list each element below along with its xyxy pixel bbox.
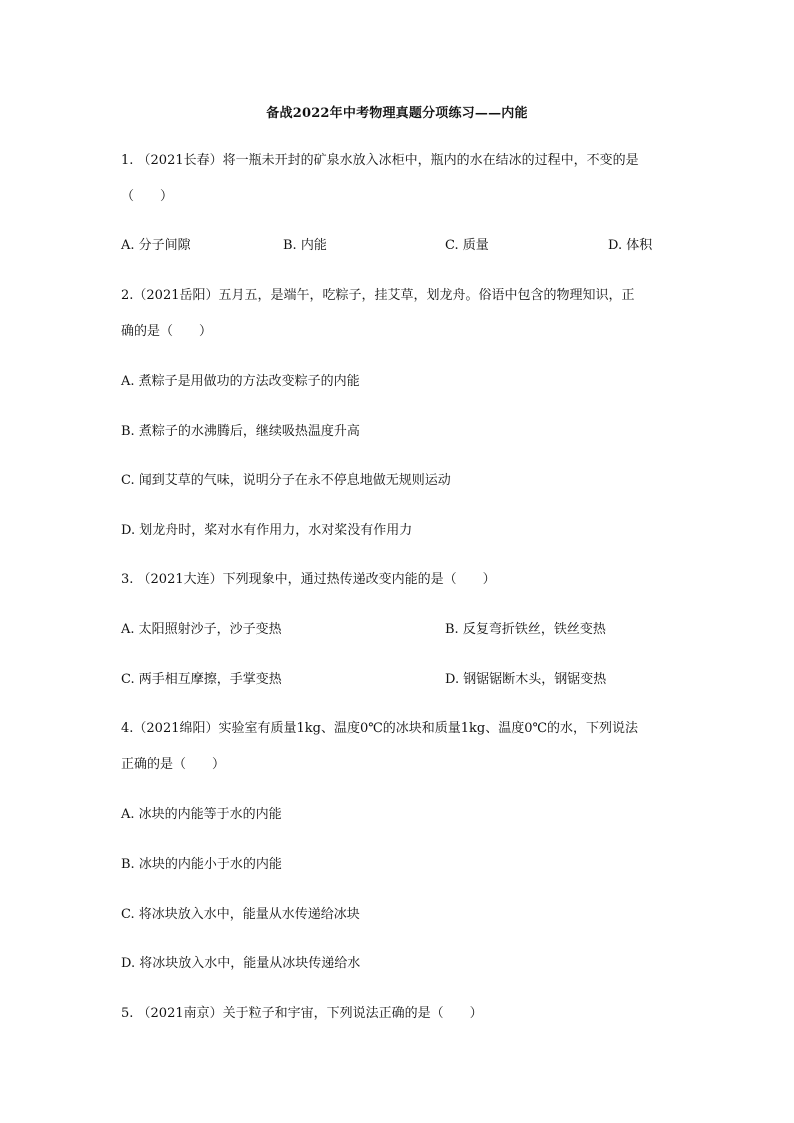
question-1-option-d: D. 体积: [608, 238, 653, 253]
question-4-stem-line-2: 正确的是（ ）: [121, 757, 226, 772]
question-2-option-d: D. 划龙舟时，桨对水有作用力，水对桨没有作用力: [121, 523, 413, 538]
question-3-option-d: D. 钢锯锯断木头，钢锯变热: [445, 672, 607, 687]
question-5-stem-line-1: 5. （2021南京）关于粒子和宇宙，下列说法正确的是（ ）: [121, 1006, 483, 1021]
question-1-option-a: A. 分子间隙: [121, 238, 191, 253]
question-2-stem-line-2: 确的是（ ）: [121, 324, 213, 339]
question-4-option-a: A. 冰块的内能等于水的内能: [121, 807, 282, 822]
question-2-option-c: C. 闻到艾草的气味，说明分子在永不停息地做无规则运动: [121, 473, 451, 488]
question-4-stem-line-1: 4.（2021绵阳）实验室有质量1kg、温度0℃的冰块和质量1kg、温度0℃的水，下列说法: [121, 721, 639, 736]
question-3-option-b: B. 反复弯折铁丝，铁丝变热: [445, 622, 606, 637]
question-1-stem-line-2: （ ）: [121, 189, 174, 204]
question-1-option-c: C. 质量: [445, 238, 489, 253]
question-4-option-c: C. 将冰块放入水中，能量从水传递给冰块: [121, 907, 360, 922]
question-1-stem-line-1: 1. （2021长春）将一瓶未开封的矿泉水放入冰柜中，瓶内的水在结冰的过程中，不变的是: [121, 153, 639, 168]
question-2-stem-line-1: 2.（2021岳阳）五月五，是端午，吃粽子，挂艾草，划龙舟。俗语中包含的物理知识，正: [121, 288, 635, 303]
question-3-option-c: C. 两手相互摩擦，手掌变热: [121, 672, 282, 687]
question-3-option-a: A. 太阳照射沙子，沙子变热: [121, 622, 282, 637]
page-title: 备战2022年中考物理真题分项练习——内能: [266, 106, 528, 121]
question-3-stem-line-1: 3. （2021大连）下列现象中，通过热传递改变内能的是（ ）: [121, 572, 496, 587]
question-2-option-b: B. 煮粽子的水沸腾后，继续吸热温度升高: [121, 424, 360, 439]
question-1-option-b: B. 内能: [283, 238, 327, 253]
question-2-option-a: A. 煮粽子是用做功的方法改变粽子的内能: [121, 374, 360, 389]
question-4-option-d: D. 将冰块放入水中，能量从冰块传递给水: [121, 956, 361, 971]
question-4-option-b: B. 冰块的内能小于水的内能: [121, 857, 282, 872]
